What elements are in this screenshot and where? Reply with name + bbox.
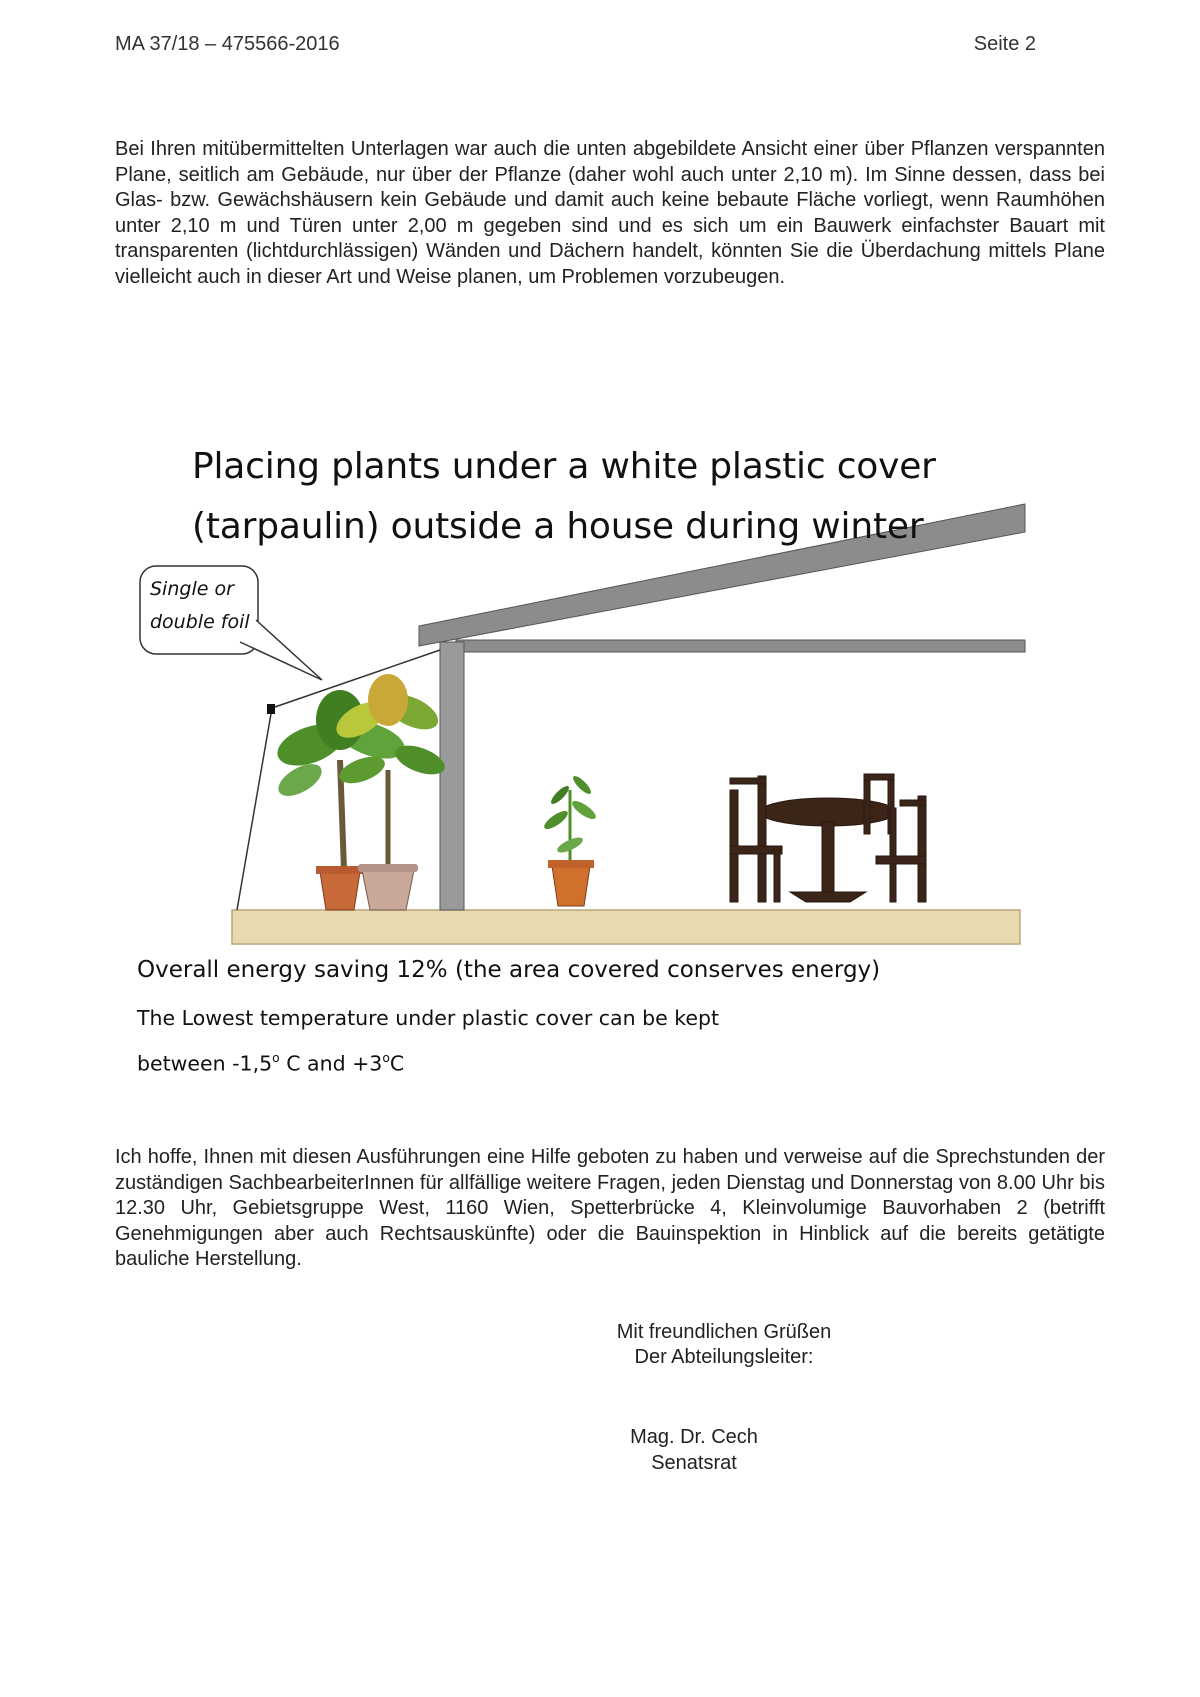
ceiling-beam <box>456 640 1025 652</box>
figure-title-line1: Placing plants under a white plastic cover <box>192 446 936 487</box>
dining-table-set <box>730 774 926 902</box>
page-number: Seite 2 <box>973 33 1036 55</box>
caption-temperature: The Lowest temperature under plastic cover can be kept <box>137 1006 720 1030</box>
bubble-text-line2: double foil <box>150 611 250 633</box>
signer-name: Mag. Dr. Cech <box>630 1426 758 1448</box>
closing-paragraph: Ich hoffe, Ihnen mit diesen Ausführungen eine Hilfe geboten zu haben und verweise auf die Sprechstunden der zuständigen SachbearbeiterInnen für allfällige weitere Fragen, jeden Dienstag und Donnerstag von 8.00 Uhr bis 12.30 Uhr, Gebietsgruppe West, 1160 Wien, Spetterbrücke 4, Kleinvolumige Bauvorhaben 2 (betrifft Genehmigungen aber auch Rechtsauskünfte) oder die Bauinspektion in Hinblick auf die bereits getätigte bauliche Herstellung. <box>115 1146 1105 1270</box>
caption-temperature-range: between -1,5$^o$ C and $+3^oC$ <box>137 1051 405 1076</box>
ground-slab <box>232 910 1020 944</box>
figure-title-line2: (tarpaulin) outside a house during winter <box>192 506 924 547</box>
signer-title: Senatsrat <box>651 1452 737 1474</box>
small-potted-plant <box>542 774 599 906</box>
signer-role: Der Abteilungsleiter: <box>634 1346 814 1368</box>
bubble-text-line1: Single or <box>150 578 234 600</box>
tarp-clip <box>267 704 275 714</box>
intro-paragraph: Bei Ihren mitübermittelten Unterlagen war auch die unten abgebildete Ansicht einer über Pflanzen verspannten Plane, seitlich am Gebäude, nur über der Pflanze (daher wohl auch unter 2,10 m). Im Sinne dessen, dass bei Glas- bzw. Gewächshäusern kein Gebäude und damit auch keine bebaute Fläche vorliegt, wenn Raumhöhen unter 2,10 m und Türen unter 2,00 m gegeben sind und es sich um ein Bauwerk einfachster Bauart mit transparenten (lichtdurchlässigen) Wänden und Dächern handelt, könnten Sie die Überdachung mittels Plane vielleicht auch in dieser Art und Weise planen, um Problemen vorzubeugen. <box>115 138 1105 288</box>
document-reference: MA 37/18 – 475566-2016 <box>115 33 340 55</box>
greeting: Mit freundlichen Grüßen <box>616 1321 832 1343</box>
caption-energy-saving: Overall energy saving 12% (the area covered conserves energy) <box>137 957 881 983</box>
house-wall <box>440 642 464 910</box>
